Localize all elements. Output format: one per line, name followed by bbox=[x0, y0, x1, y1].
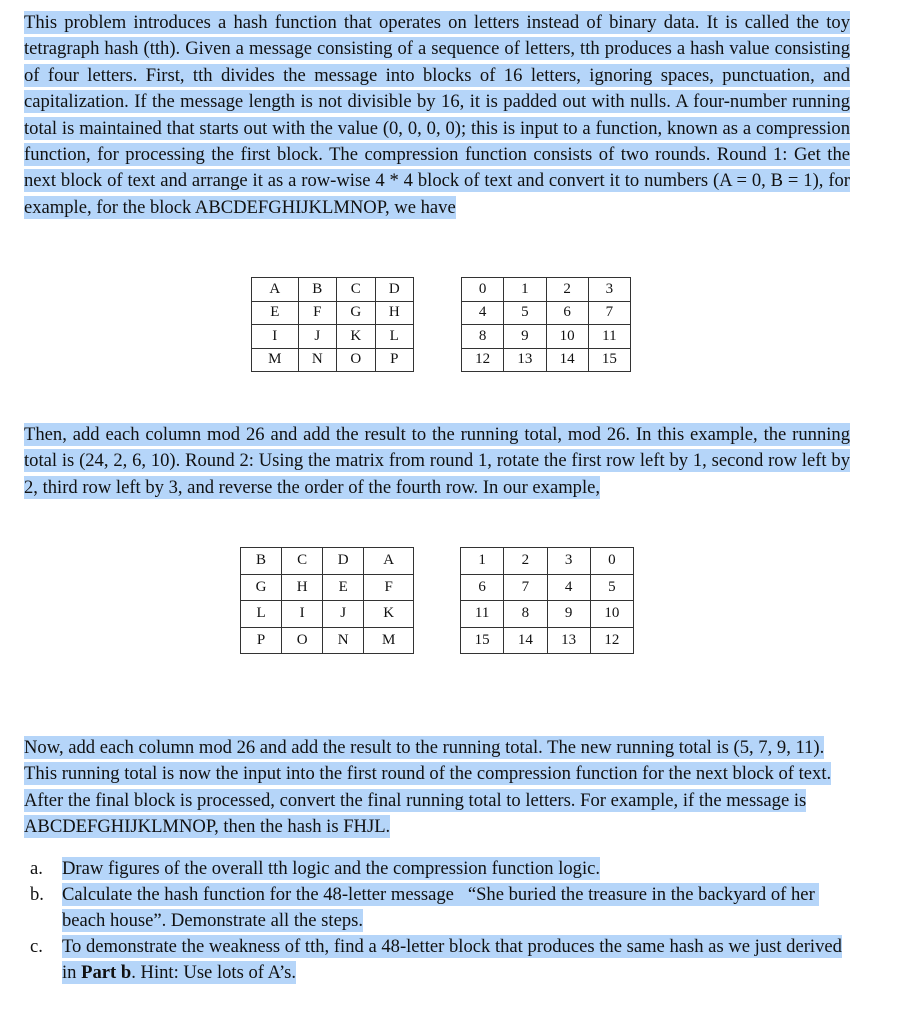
matrix-cell: C bbox=[337, 278, 375, 302]
matrix-cell: J bbox=[323, 601, 364, 628]
matrix-cell: 4 bbox=[547, 574, 590, 601]
matrix-cell: J bbox=[298, 325, 336, 349]
matrix-cell: H bbox=[375, 301, 413, 325]
matrix-cell: 9 bbox=[547, 601, 590, 628]
conclusion-text: Now, add each column mod 26 and add the result to the running total. The new running total is (5, 7, 9, 11). This running total is now the input into the first round of the compression function for the next block of text. After the final block is processed, convert the final running total to letters. For example, if the message is ABCDEFGHIJKLMNOP, then the hash is FHJL. bbox=[24, 737, 832, 838]
round2-number-matrix bbox=[460, 547, 634, 654]
matrix-cell: 14 bbox=[546, 348, 588, 372]
round2-description-text: Then, add each column mod 26 and add the result to the running total, mod 26. In this example, the running total is (24, 2, 6, 10). Round 2: Using the matrix from round 1, rotate the first row left by 1, second row left by 2, third row left by 3, and reverse the order of the fourth row. In our example, bbox=[24, 424, 850, 498]
matrix-cell: I bbox=[282, 601, 323, 628]
matrix-cell: 0 bbox=[462, 278, 504, 302]
matrix-cell: M bbox=[364, 627, 414, 654]
matrix-cell: N bbox=[298, 348, 336, 372]
matrix-cell: 15 bbox=[588, 348, 630, 372]
matrix-cell: 1 bbox=[504, 278, 546, 302]
matrix-cell: P bbox=[375, 348, 413, 372]
matrix-cell: 10 bbox=[590, 601, 633, 628]
matrix-cell: F bbox=[364, 574, 414, 601]
matrix-cell: 14 bbox=[504, 627, 547, 654]
matrix-cell: 1 bbox=[461, 548, 504, 575]
matrix-cell: E bbox=[323, 574, 364, 601]
task-text-bold: Part b bbox=[81, 962, 132, 983]
round1-number-matrix bbox=[461, 277, 631, 372]
matrix-cell: E bbox=[252, 301, 299, 325]
matrix-cell: I bbox=[252, 325, 299, 349]
matrix-cell: 2 bbox=[504, 548, 547, 575]
matrix-cell: D bbox=[375, 278, 413, 302]
matrix-cell: M bbox=[252, 348, 299, 372]
matrix-cell: L bbox=[375, 325, 413, 349]
matrix-cell: L bbox=[241, 601, 282, 628]
matrix-cell: 8 bbox=[504, 601, 547, 628]
matrix-cell: 7 bbox=[588, 301, 630, 325]
matrix-cell: G bbox=[337, 301, 375, 325]
matrix-cell: 10 bbox=[546, 325, 588, 349]
matrix-cell: 9 bbox=[504, 325, 546, 349]
task-text: Draw figures of the overall tth logic and the compression function logic. bbox=[62, 858, 601, 879]
task-marker: c. bbox=[30, 936, 43, 957]
task-item-a bbox=[24, 856, 850, 882]
matrix-cell: 8 bbox=[462, 325, 504, 349]
matrix-cell: 13 bbox=[547, 627, 590, 654]
matrix-cell: A bbox=[364, 548, 414, 575]
matrix-cell: 15 bbox=[461, 627, 504, 654]
matrix-cell: 11 bbox=[461, 601, 504, 628]
matrix-cell: G bbox=[241, 574, 282, 601]
matrix-cell: 0 bbox=[590, 548, 633, 575]
matrix-cell: 5 bbox=[590, 574, 633, 601]
matrix-cell: C bbox=[282, 548, 323, 575]
matrix-cell: 7 bbox=[504, 574, 547, 601]
matrix-cell: N bbox=[323, 627, 364, 654]
task-text-before: To demonstrate the weakness of tth, find a 48-letter block that produces the same hash as we just derived in bbox=[62, 936, 842, 983]
matrix-cell: K bbox=[337, 325, 375, 349]
task-text bbox=[62, 935, 842, 984]
matrix-cell: P bbox=[241, 627, 282, 654]
matrix-cell: K bbox=[364, 601, 414, 628]
matrix-cell: F bbox=[298, 301, 336, 325]
matrix-cell: B bbox=[298, 278, 336, 302]
task-item-c bbox=[24, 934, 850, 986]
matrix-cell: H bbox=[282, 574, 323, 601]
matrix-cell: 6 bbox=[461, 574, 504, 601]
task-marker: b. bbox=[30, 884, 44, 905]
task-item-b bbox=[24, 882, 850, 934]
task-text: Calculate the hash function for the 48-letter message “She buried the treasure in the backyard of her beach house”. Demonstrate all the steps. bbox=[62, 884, 820, 931]
matrix-cell: O bbox=[337, 348, 375, 372]
matrix-cell: D bbox=[323, 548, 364, 575]
matrix-cell: 11 bbox=[588, 325, 630, 349]
matrix-cell: A bbox=[252, 278, 299, 302]
round1-letter-matrix bbox=[251, 277, 414, 372]
problem-intro-text: This problem introduces a hash function that operates on letters instead of binary data. It is called the toy tetragraph hash (tth). Given a message consisting of a sequence of letters, tth produces a hash value consisting of four letters. First, tth divides the message into blocks of 16 letters, ignoring spaces, punctuation, and capitalization. If the message length is not divisible by 16, it is padded out with nulls. A four-number running total is maintained that starts out with the value (0, 0, 0, 0); this is input to a function, known as a compression function, for processing the first block. The compression function consists of two rounds. Round 1: Get the next block of text and arrange it as a row-wise 4 * 4 block of text and convert it to numbers (A = 0, B = 1), for example, for the block ABCDEFGHIJKLMNOP, we have bbox=[24, 12, 850, 218]
round2-letter-matrix bbox=[240, 547, 414, 654]
matrix-cell: 12 bbox=[590, 627, 633, 654]
matrix-cell: 13 bbox=[504, 348, 546, 372]
matrix-cell: 3 bbox=[588, 278, 630, 302]
matrix-cell: 3 bbox=[547, 548, 590, 575]
matrix-cell: 4 bbox=[462, 301, 504, 325]
matrix-cell: 2 bbox=[546, 278, 588, 302]
matrix-cell: O bbox=[282, 627, 323, 654]
task-marker: a. bbox=[30, 858, 43, 879]
conclusion-paragraph bbox=[24, 735, 846, 841]
task-text-after: . Hint: Use lots of A’s. bbox=[131, 962, 296, 983]
problem-intro bbox=[24, 10, 850, 221]
matrix-cell: 6 bbox=[546, 301, 588, 325]
task-list bbox=[24, 856, 850, 986]
matrix-cell: 12 bbox=[462, 348, 504, 372]
matrix-cell: 5 bbox=[504, 301, 546, 325]
matrix-cell: B bbox=[241, 548, 282, 575]
round2-description bbox=[24, 422, 850, 501]
